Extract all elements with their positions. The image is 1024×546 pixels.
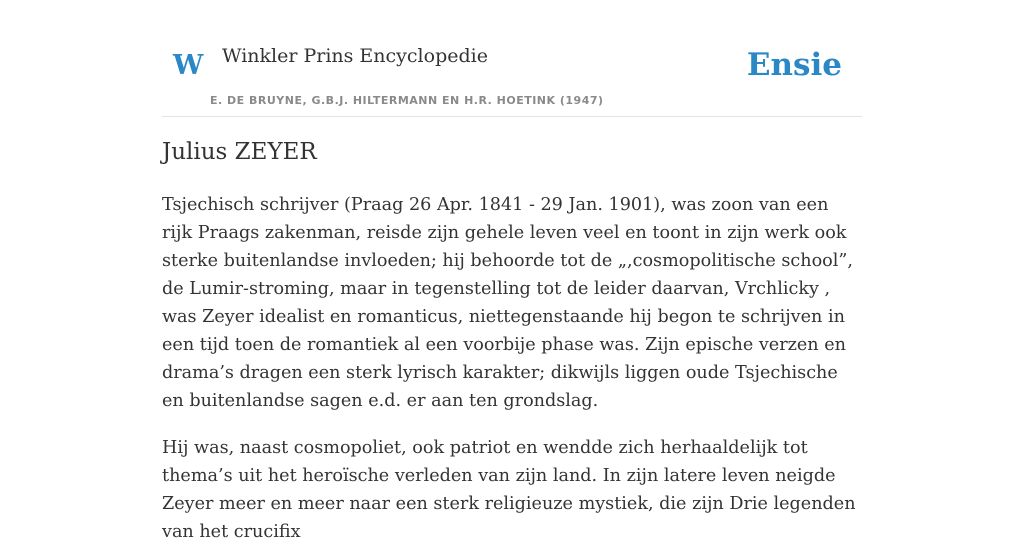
brand-logo[interactable]: Ensie <box>746 47 842 83</box>
article-paragraph: Tsjechisch schrijver (Praag 26 Apr. 1841 - 29 Jan. 1901), was zoon van een rijk Praags zakenman, reisde zijn gehele leven veel en toont in zijn werk ook sterke buitenlandse invloeden; hij behoorde tot de „,cosmopolitische school”, de Lumir-stroming, maar in tegenstelling tot de leider daarvan, Vrchlicky , was Zeyer idealist en romanticus, niettegenstaande hij begon te schrijven in een tijd toen de romantiek al een voorbije phase was. Zijn epische verzen en drama’s dragen een sterk lyrisch karakter; dikwijls liggen oude Tsjechische en buitenlandse sagen e.d. er aan ten grondslag. <box>162 195 853 412</box>
article-paragraph: Hij was, naast cosmopoliet, ook patriot en wendde zich herhaaldelijk tot thema’s uit het heroïsche verleden van zijn land. In zijn latere leven neigde Zeyer meer en meer naar een sterk religieuze mystiek, die zijn Drie legenden van het crucifix <box>162 438 856 543</box>
publication-title[interactable]: Winkler Prins Encyclopedie <box>222 45 488 67</box>
site-header <box>162 0 862 117</box>
publication-authors: E. DE BRUYNE, G.B.J. HILTERMANN EN H.R. HOETINK (1947) <box>210 94 604 107</box>
logo-w-icon[interactable]: W <box>173 50 204 81</box>
article <box>162 136 862 546</box>
article-title: Julius ZEYER <box>162 139 317 165</box>
